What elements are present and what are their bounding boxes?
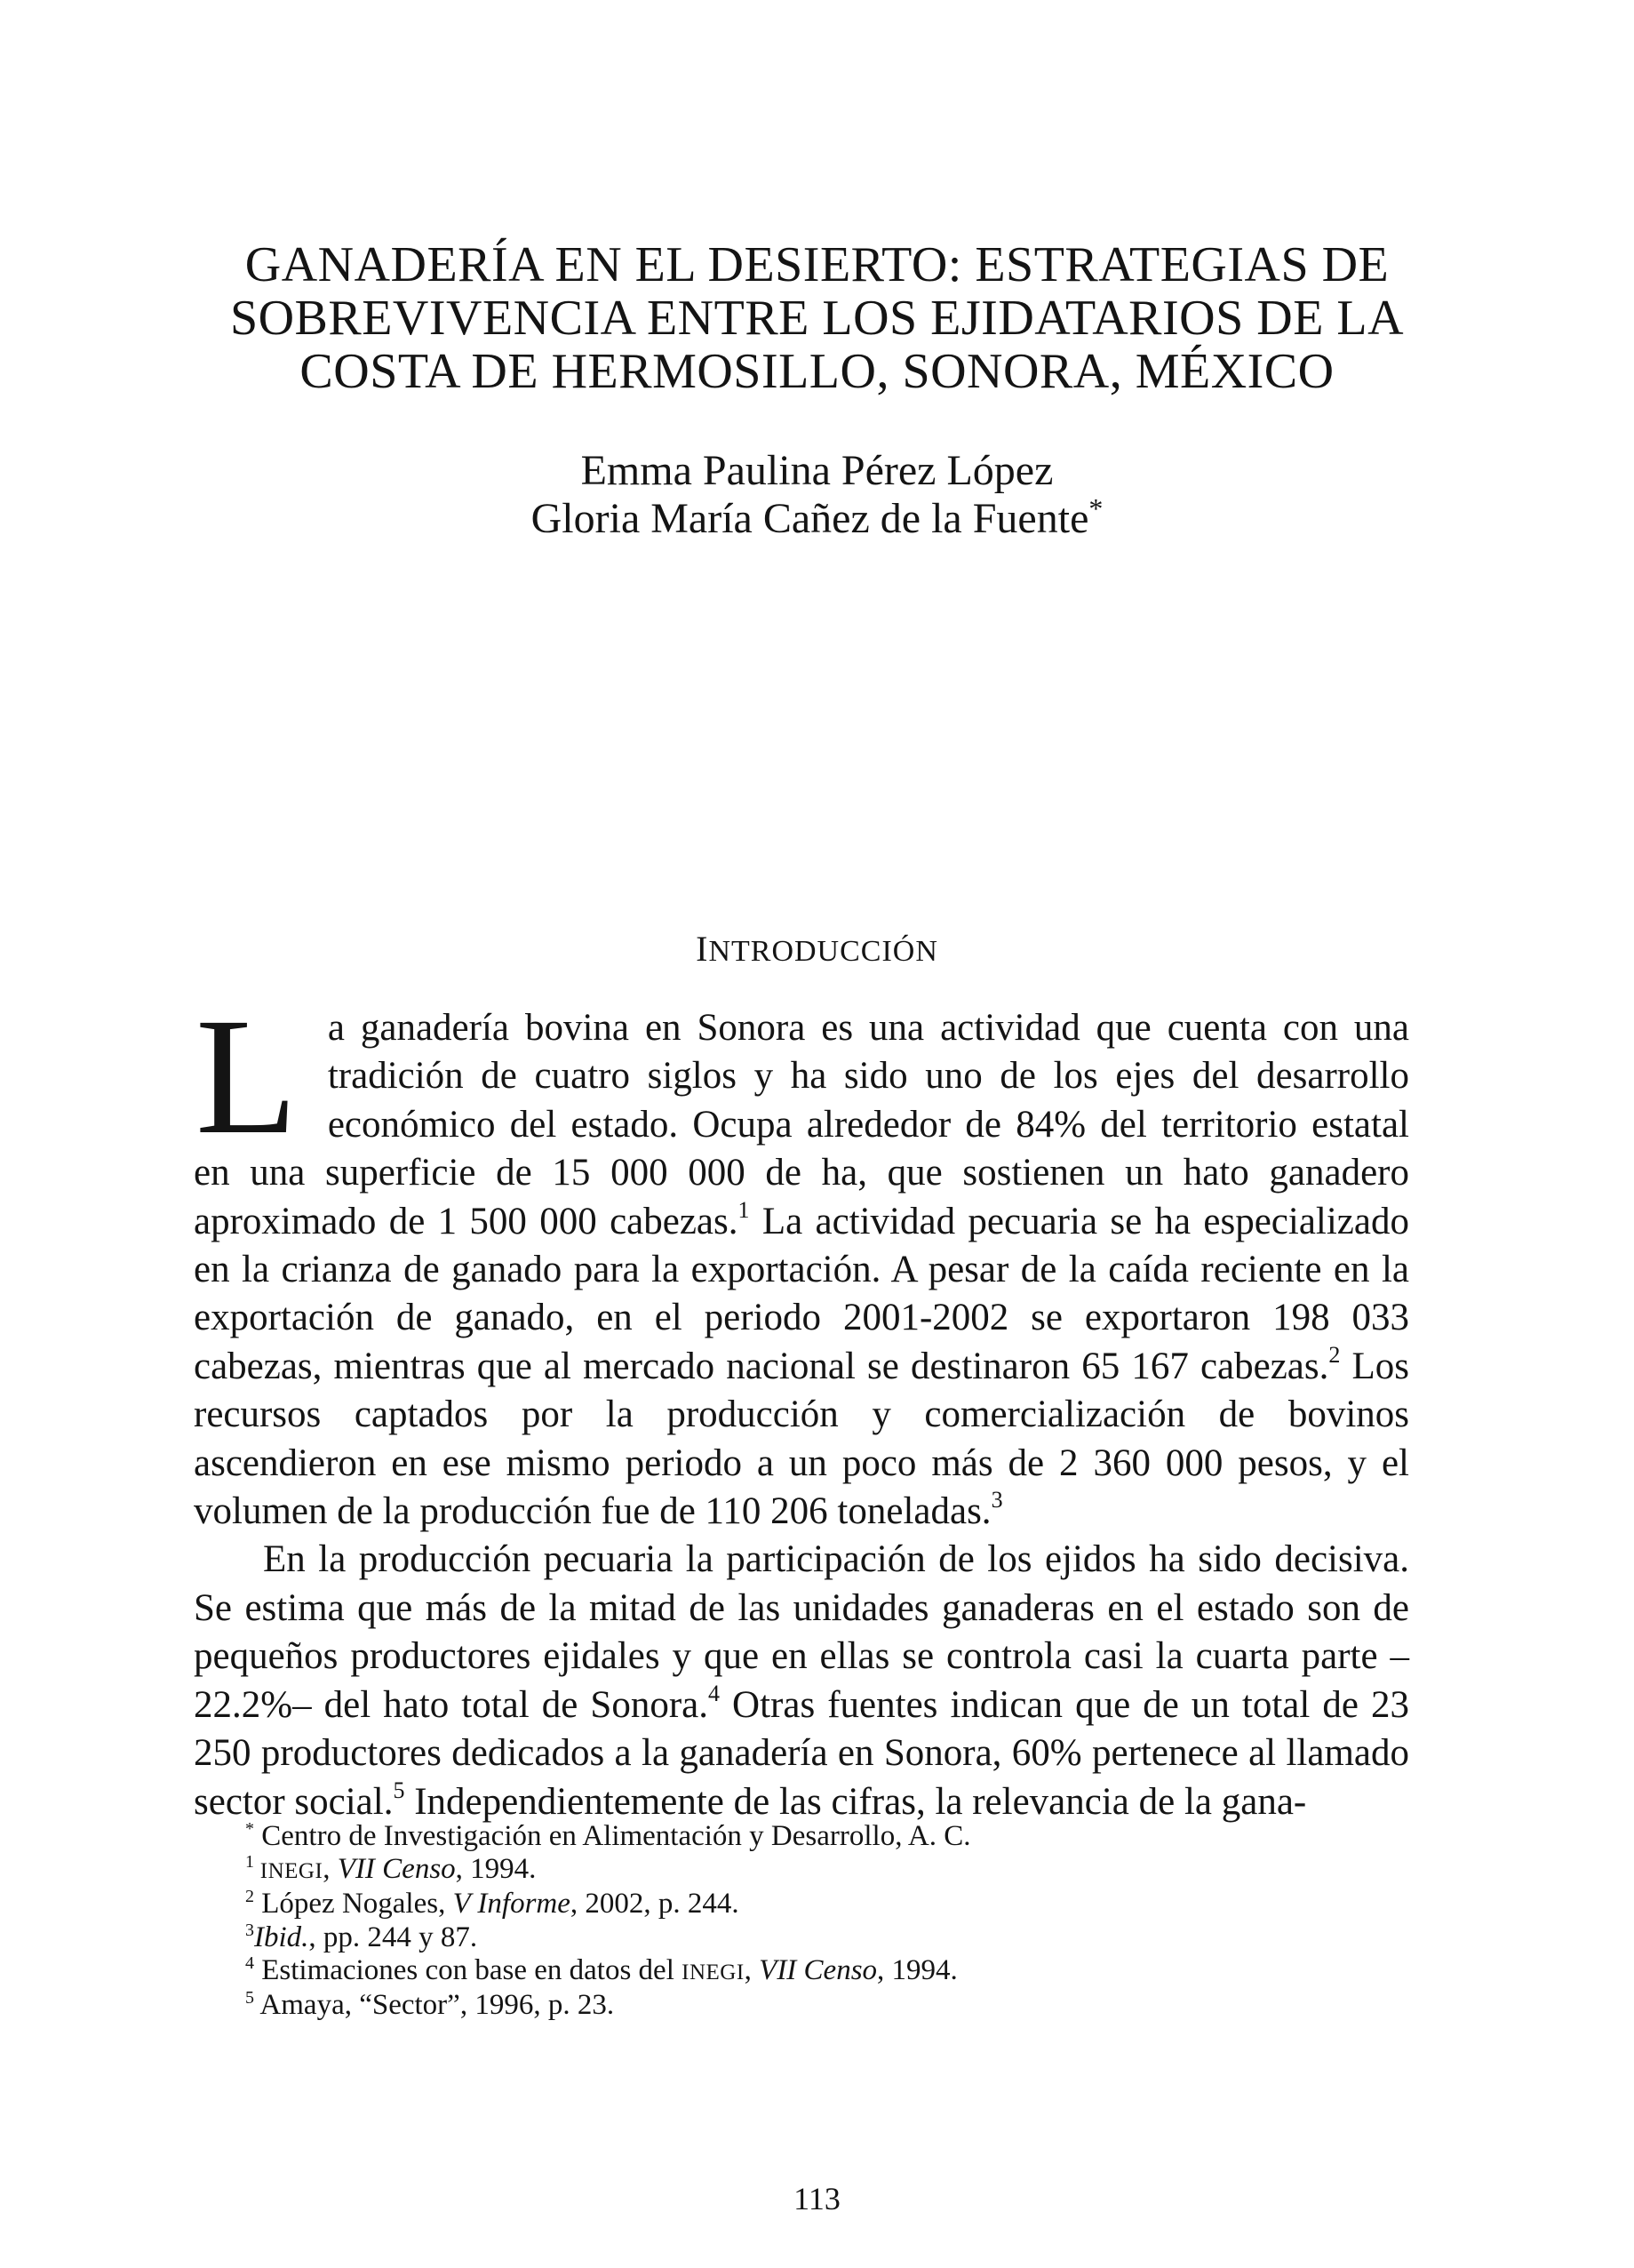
author-list (178, 447, 1456, 543)
footnotes (245, 1820, 1400, 2022)
title-line: COSTA DE HERMOSILLO, SONORA, MÉXICO (299, 344, 1335, 399)
author-name: Gloria María Cañez de la Fuente (530, 495, 1089, 542)
footnote-text: Amaya, “Sector”, 1996, p. 23. (254, 1989, 615, 2022)
footnote (245, 1888, 1400, 1921)
footnote-title: VII Censo (337, 1853, 456, 1886)
heading-initial: I (696, 929, 709, 969)
footnote-mark: 4 (245, 1953, 254, 1973)
footnote (245, 1989, 1400, 2022)
footnote (245, 1820, 1400, 1853)
footnote-ref: 3 (991, 1487, 1003, 1513)
footnote (245, 1853, 1400, 1888)
footnote (245, 1921, 1400, 1954)
footnote-ref: 4 (707, 1680, 720, 1706)
title-line: GANADERÍA EN EL DESIERTO: ESTRATEGIAS DE (244, 237, 1390, 292)
paragraph-text: a ganadería bovina en Sonora es una actividad que cuenta con una tradición de cuatro siglos y ha sido uno de los ejes del desarrollo económico del estado. Ocupa alrededor de 84% del territorio estatal en una superficie de 15 000 000 de ha, que sostienen un hato ganadero aproximado de 1 500 000 cabezas. (194, 1007, 1409, 1242)
footnote-text: , 1994. (877, 1953, 958, 1986)
footnote-title: Ibid. (254, 1921, 309, 1953)
paragraph (194, 1536, 1409, 1825)
page-number: 113 (793, 2181, 841, 2216)
article-title (178, 238, 1456, 398)
drop-cap: L (195, 983, 298, 1169)
footnote-text: López Nogales, (254, 1888, 453, 1921)
footnote-abbrev: INEGI (681, 1960, 745, 1984)
affiliation-mark: * (1088, 492, 1104, 524)
footnote-text: Centro de Investigación en Alimentación y Desarrollo, A. C. (254, 1820, 971, 1852)
paragraph-text: Los recursos captados por la producción y comercialización de bovinos ascendieron en ese mismo periodo a un poco más de 2 360 000 pesos, y el volumen de la producción fue de 110 206 toneladas. (194, 1345, 1409, 1533)
footnote-mark: 1 (245, 1852, 254, 1873)
paragraph-text: La actividad pecuaria se ha especializado en la crianza de ganado para la exportación. A pesar de la caída reciente en la exportación de ganado, en el periodo 2001-2002 se exportaron 198 033 cabezas, mientras que al mercado nacional se destinaron 65 167 cabezas. (194, 1200, 1409, 1387)
heading-text: NTRODUCCIÓN (708, 935, 938, 968)
section-heading (178, 931, 1456, 970)
footnote-text: , (744, 1953, 760, 1986)
footnote-ref: 2 (1328, 1341, 1341, 1368)
footnote-text: , (323, 1853, 338, 1886)
footnote-ref: 1 (737, 1196, 750, 1223)
paragraph (194, 983, 1409, 1536)
footnote-mark: 5 (245, 1988, 254, 2008)
footnote-ref: 5 (393, 1777, 405, 1803)
footnote-mark: * (245, 1819, 254, 1839)
footnote-text: , 2002, p. 244. (570, 1888, 739, 1921)
paragraph-text: En la producción pecuaria la participación de los ejidos ha sido decisiva. Se estima que más de la mitad de las unidades ganaderas en el estado son de pequeños productores ejidales y que en ellas se controla casi la cuarta parte –22.2%– del hato total de Sonora. (194, 1538, 1409, 1726)
title-line: SOBREVIVENCIA ENTRE LOS EJIDATARIOS DE LA (229, 291, 1405, 346)
author-name: Emma Paulina Pérez López (580, 447, 1054, 494)
paragraph-text: Independientemente de las cifras, la relevancia de la gana- (404, 1780, 1307, 1823)
footnote (245, 1954, 1400, 1989)
paragraph-text: Otras fuentes indican que de un total de 23 250 productores dedicados a la ganadería en Sonora, 60% pertenece al llamado sector social. (194, 1683, 1410, 1823)
footnote-mark: 3 (245, 1920, 254, 1940)
footnote-text: , pp. 244 y 87. (308, 1921, 478, 1953)
footnote-title: V Informe (452, 1888, 570, 1921)
footnote-mark: 2 (245, 1887, 254, 1907)
author-name-line (178, 492, 1456, 543)
footnote-title: VII Censo (759, 1953, 878, 1986)
article-body (194, 983, 1410, 1826)
footnote-text: Estimaciones con base en datos del (254, 1953, 682, 1986)
footnote-text: , 1994. (455, 1853, 537, 1886)
footnote-abbrev: INEGI (254, 1859, 323, 1884)
